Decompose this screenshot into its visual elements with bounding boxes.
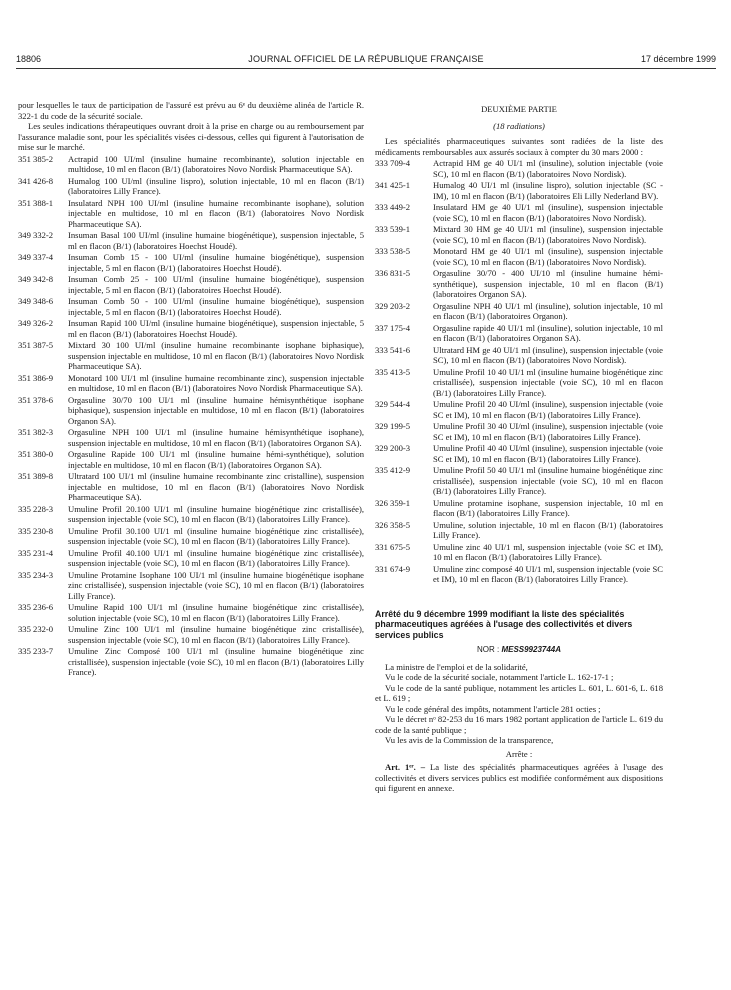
vu-line-4: Vu le décret nᵒ 82-253 du 16 mars 1982 portant application de l'article L. 619 du code de la santé publique ; [375,714,663,735]
entry-code: 351 378-6 [18,394,54,405]
entry-code: 333 539-1 [375,224,411,234]
entry-code: 341 426-8 [18,175,54,186]
entry-text: Humalog 100 UI/ml (insuline lispro), solution injectable, 10 ml en flacon (B/1) (laboratoires Lilly France). [68,175,364,196]
list-item [375,564,663,585]
vu-line-5: Vu les avis de la Commission de la transparence, [385,735,554,745]
entry-text: Orgasuline 30/70 - 400 UI/10 ml (insuline humaine hémi-synthétique), suspension injectable, 10 ml en flacon (B/1) (laboratoires Organon SA). [433,268,663,299]
entry-code: 329 199-5 [375,421,411,431]
entry-code: 349 332-2 [18,230,54,240]
entry-code: 333 709-4 [375,158,411,168]
list-item [18,176,364,197]
entry-code: 333 541-6 [375,344,411,355]
right-column [375,100,663,794]
entry-code: 341 425-1 [375,180,411,190]
entry-code: 335 233-7 [18,646,54,656]
minister-line: La ministre de l'emploi et de la solidarité, [385,661,528,672]
entry-code: 335 230-8 [18,525,54,536]
entry-text: Umuline Profil 30.100 UI/1 ml (insuline humaine biogénétique zinc cristallisée), suspension injectable (voie SC), 10 ml en flacon (B/1) (laboratoires Lilly France). [68,525,364,546]
entry-text: Actrapid HM ge 40 UI/1 ml (insuline), solution injectable (voie SC), 10 ml en flacon (B/1) (laboratoires Novo Nordisk). [433,158,663,179]
entry-text: Umuline zinc 40 UI/1 ml, suspension injectable (voie SC et IM), 10 ml en flacon (B/1) (laboratoires Lilly France). [433,541,663,562]
entry-text: Umuline Zinc 100 UI/1 ml (insuline humaine biogénétique zinc cristallisée), suspension injectable (voie SC), 10 ml en flacon (B/1) (laboratoires Lilly France). [68,624,364,645]
list-item [18,252,364,273]
vu-line-1: Vu le code de la sécurité sociale, notamment l'article L. 162-17-1 ; [385,672,614,682]
list-item [18,296,364,317]
entry-text: Umuline Protamine Isophane 100 UI/1 ml (insuline humaine biogénétique isophane zinc cristallisée), suspension injectable (voie SC), 10 ml en flacon (B/1) (laboratoires Lilly France). [68,569,364,601]
entry-code: 335 232-0 [18,624,54,634]
entry-text: Insulatard HM ge 40 UI/1 ml (insuline), suspension injectable (voie SC), 10 ml en flacon (B/1) (laboratoires Novo Nordisk). [433,202,663,223]
entry-text: Insuman Comb 50 - 100 UI/ml (insuline humaine biogénétique), suspension injectable, 5 ml en flacon (B/1) (laboratoires Hoechst Houdé). [68,296,364,317]
list-item [18,340,364,372]
right-entry-list [375,158,663,585]
list-item [18,427,364,448]
entry-code: 351 389-8 [18,471,54,481]
list-item [18,526,364,547]
list-item [18,154,364,175]
list-item [375,542,663,563]
list-item [375,498,663,519]
vu-line-3: Vu le code général des impôts, notamment l'article 281 octies ; [385,703,601,714]
entry-code: 331 674-9 [375,563,411,574]
entry-text: Umuline protamine isophane, suspension injectable, 10 ml en flacon (B/1) (laboratoires Lilly France). [433,497,663,518]
list-item [18,274,364,295]
header-rule [16,68,716,69]
entry-code: 349 348-6 [18,296,54,306]
entry-code: 349 326-2 [18,318,54,328]
left-entry-list [18,154,364,678]
list-item [18,471,364,503]
entry-text: Orgasuline rapide 40 UI/1 ml (insuline), solution injectable, 10 ml en flacon (B/1) (laboratoires Organon SA). [433,322,663,343]
entry-code: 331 675-5 [375,541,411,552]
entry-text: Orgasuline 30/70 100 UI/1 ml (insuline humaine hémisynthétique isophane biphasique), suspension injectable en multidose, 10 ml en flacon (B/1) (laboratoires Organon SA). [68,394,364,426]
list-item [375,180,663,201]
entry-text: Umuline zinc composé 40 UI/1 ml, suspension injectable (voie SC et IM), 10 ml en flacon (B/1) (laboratoires Lilly France). [433,563,663,584]
indications-paragraph: Les seules indications thérapeutiques ouvrant droit à la prise en charge ou au remboursement par l'assurance maladie sont, pour les spécialités visées ci-dessous, celles qui figurent à l'autorisation de mise sur le marché. [18,121,364,152]
nor-code: MESS9923744A [501,645,562,654]
list-item [18,318,364,339]
entry-text: Mixtard 30 HM ge 40 UI/1 ml (insuline), suspension injectable (voie SC), 10 ml en flacon (B/1) (laboratoires Novo Nordisk). [433,224,663,245]
list-item [18,504,364,525]
list-item [18,624,364,645]
entry-text: Umuline Profil 40 40 UI/ml (insuline), suspension injectable (voie SC et IM), 10 ml en flacon (B/1) (laboratoires Lilly France). [433,443,663,464]
entry-code: 329 200-3 [375,443,411,453]
entry-text: Orgasuline NPH 100 UI/1 ml (insuline humaine hémisynthétique isophane), suspension injectable en multidose, 10 ml en flacon (B/1) (laboratoires Organon SA). [68,427,364,448]
entry-text: Actrapid 100 UI/ml (insuline humaine recombinante), solution injectable en multidose, 10 ml en flacon (B/1) (laboratoires Novo Nordisk Pharmaceutique SA). [68,153,364,174]
entry-text: Insuman Comb 15 - 100 UI/ml (insuline humaine biogénétique), suspension injectable, 5 ml en flacon (B/1) (laboratoires Hoechst Houdé). [68,252,364,273]
article-1-label: Art. 1ᵉʳ. – [385,762,426,772]
entry-code: 335 234-3 [18,569,54,580]
entry-code: 333 538-5 [375,246,411,256]
entry-text: Monotard 100 UI/1 ml (insuline humaine recombinante zinc), suspension injectable en multidose, 10 ml en flacon (B/1) (laboratoires Novo Nordisk Pharmaceutique SA). [68,372,364,393]
entry-code: 351 385-2 [18,153,54,164]
entry-text: Insuman Comb 25 - 100 UI/ml (insuline humaine biogénétique), suspension injectable, 5 ml en flacon (B/1) (laboratoires Hoechst Houdé). [68,274,364,295]
list-item [18,373,364,394]
list-item [375,246,663,267]
list-item [18,449,364,470]
left-column [18,100,364,678]
entry-text: Umuline Profil 40.100 UI/1 ml (insuline humaine biogénétique zinc cristallisée), suspension injectable (voie SC), 10 ml en flacon (B/1) (laboratoires Lilly France). [68,547,364,568]
entry-code: 335 413-5 [375,366,411,377]
part-intro: Les spécialités pharmaceutiques suivantes sont radiées de la liste des médicaments remboursables aux assurés sociaux à compter du 30 mars 2000 : [375,136,663,157]
list-item [375,202,663,223]
entry-code: 326 358-5 [375,519,411,530]
entry-text: Orgasuline Rapide 100 UI/1 ml (insuline humaine hémi-synthétique), solution injectable en multidose, 10 ml en flacon (B/1) (laboratoires Organon SA). [68,449,364,470]
entry-text: Umuline Rapid 100 UI/1 ml (insuline humaine biogénétique zinc cristallisée), solution injectable (voie SC), 10 ml en flacon (B/1) (laboratoires Lilly France). [68,602,364,623]
entry-code: 329 203-2 [375,300,411,311]
entry-code: 351 380-0 [18,449,54,459]
entry-code: 335 412-9 [375,465,411,475]
list-item [18,602,364,623]
entry-text: Humalog 40 UI/1 ml (insuline lispro), solution injectable (SC - IM), 10 ml en flacon (B/1) (laboratoires Eli Lilly Nederland BV). [433,180,663,201]
entry-text: Insulatard NPH 100 UI/ml (insuline humaine recombinante isophane), solution injectable en multidose, 10 ml en flacon (B/1) (laboratoires Novo Nordisk Pharmaceutique SA). [68,197,364,229]
entry-code: 351 386-9 [18,372,54,383]
list-item [375,520,663,541]
page-number: 18806 [16,54,42,64]
list-item [375,301,663,322]
intro-paragraph: pour lesquelles le taux de participation de l'assuré est prévu au 6ᵉ du deuxième alinéa de l'article R. 322-1 du code de la sécurité sociale. [18,100,364,121]
entry-code: 335 231-4 [18,547,54,558]
list-item [375,399,663,420]
list-item [375,158,663,179]
entry-text: Orgasuline NPH 40 UI/1 ml (insuline), solution injectable, 10 ml en flacon (B/1) (laboratoires Organon). [433,300,663,321]
entry-text: Ultratard 100 UI/1 ml (insuline humaine recombinante zinc cristalline), suspension injectable en multidose, 10 ml en flacon (B/1) (laboratoires Novo Nordisk Pharmaceutique SA). [68,471,364,502]
journal-title: JOURNAL OFFICIEL DE LA RÉPUBLIQUE FRANÇAISE [248,54,484,64]
list-item [18,230,364,251]
arrete-title: Arrêté du 9 décembre 1999 modifiant la liste des spécialités pharmaceutiques agréées à l'usage des collectivités et divers services publics [375,608,633,640]
list-item [375,323,663,344]
entry-code: 351 382-3 [18,427,54,437]
entry-text: Umuline Profil 20.100 UI/1 ml (insuline humaine biogénétique zinc cristallisée), suspension injectable (voie SC), 10 ml en flacon (B/1) (laboratoires Lilly France). [68,503,364,524]
entry-code: 351 388-1 [18,197,54,208]
list-item [18,198,364,230]
entry-text: Mixtard 30 100 UI/ml (insuline humaine recombinante isophane biphasique), suspension injectable en multidose, 10 ml en flacon (B/1) (laboratoires Novo Nordisk Pharmaceutique SA). [68,340,364,371]
entry-code: 326 359-1 [375,497,411,508]
article-1 [375,762,663,794]
entry-code: 333 449-2 [375,202,411,212]
entry-code: 337 175-4 [375,322,411,333]
article-1-text: La liste des spécialités pharmaceutiques agréées à l'usage des collectivités et divers services publics est modifiée conformément aux dispositions qui figurent en annexe. [375,762,663,793]
list-item [18,570,364,602]
nor-label: NOR : [476,645,500,654]
entry-text: Umuline Zinc Composé 100 UI/1 ml (insuline humaine biogénétique zinc cristallisée), suspension injectable (voie SC), 10 ml en flacon (B/1) (laboratoires Lilly France). [68,646,364,677]
entry-text: Insuman Basal 100 UI/ml (insuline humaine biogénétique), suspension injectable, 5 ml en flacon (B/1) (laboratoires Hoechst Houdé). [68,230,364,251]
list-item [18,548,364,569]
entry-text: Umuline Profil 50 40 UI/1 ml (insuline humaine biogénétique zinc cristallisée), suspension injectable (voie SC), 10 ml en flacon (B/1) (laboratoires Lilly France). [433,465,663,496]
entry-code: 349 342-8 [18,274,54,284]
entry-text: Umuline Profil 10 40 UI/1 ml (insuline humaine biogénétique zinc cristallisée), suspension injectable (voie SC), 10 ml en flacon (B/1) (laboratoires Lilly France). [433,366,663,398]
list-item [18,395,364,427]
nor-line [375,645,663,656]
entry-text: Umuline, solution injectable, 10 ml en flacon (B/1) (laboratoires Lilly France). [433,519,663,540]
entry-code: 335 228-3 [18,503,54,514]
list-item [375,421,663,442]
list-item [375,367,663,399]
entry-code: 335 236-6 [18,602,54,612]
list-item [18,646,364,678]
entry-code: 349 337-4 [18,252,54,262]
list-item [375,345,663,366]
page-header [16,54,716,68]
part-subtitle: (18 radiations) [493,120,545,131]
entry-text: Umuline Profil 30 40 UI/ml (insuline), suspension injectable (voie SC et IM), 10 ml en flacon (B/1) (laboratoires Lilly France). [433,421,663,442]
entry-text: Insuman Rapid 100 UI/ml (insuline humaine biogénétique), suspension injectable, 5 ml en flacon (B/1) (laboratoires Hoechst Houdé). [68,318,364,339]
list-item [375,465,663,497]
list-item [375,268,663,300]
entry-code: 329 544-4 [375,399,411,409]
entry-text: Monotard HM ge 40 UI/1 ml (insuline), suspension injectable (voie SC), 10 ml en flacon (B/1) (laboratoires Novo Nordisk). [433,246,663,267]
entry-text: Umuline Profil 20 40 UI/ml (insuline), suspension injectable (voie SC et IM), 10 ml en flacon (B/1) (laboratoires Lilly France). [433,399,663,420]
list-item [375,224,663,245]
entry-code: 351 387-5 [18,340,54,350]
part-title: DEUXIÈME PARTIE [481,104,557,114]
arrete-word: Arrête : [505,748,533,759]
issue-date: 17 décembre 1999 [640,54,716,64]
vu-line-2: Vu le code de la santé publique, notamment les articles L. 601, L. 601-6, L. 618 et L. 619 ; [375,682,663,703]
entry-text: Ultratard HM ge 40 UI/1 ml (insuline), suspension injectable (voie SC), 10 ml en flacon (B/1) (laboratoires Novo Nordisk). [433,344,663,365]
entry-code: 336 831-5 [375,268,411,278]
list-item [375,443,663,464]
